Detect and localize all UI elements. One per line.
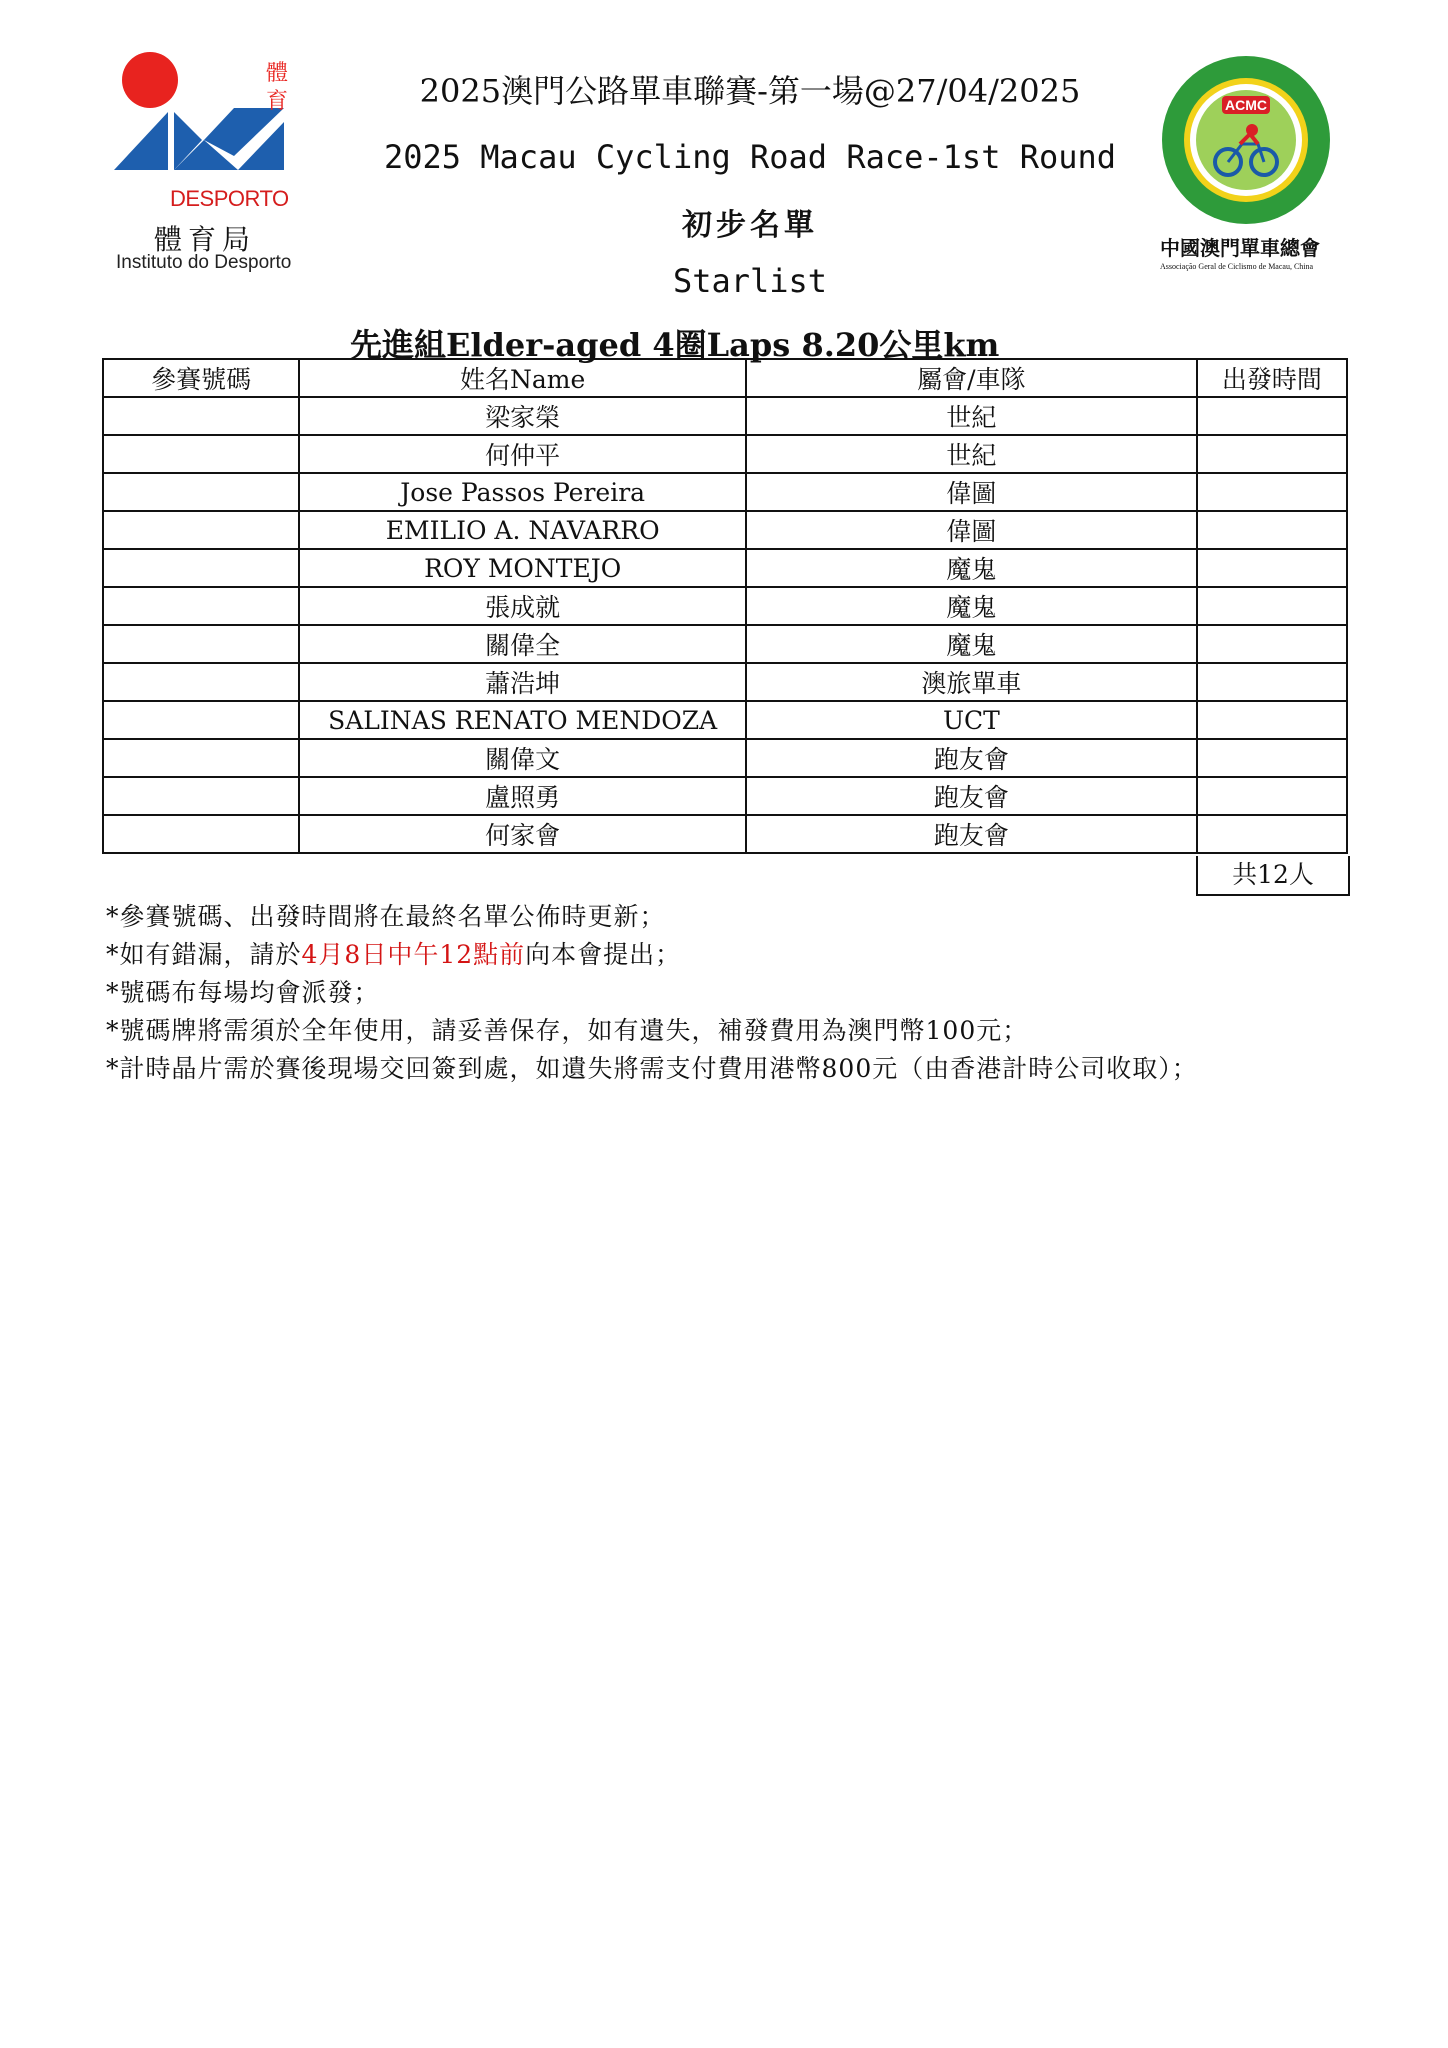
category-heading: 先進組Elder-aged 4圈Laps 8.20公里km bbox=[350, 326, 1000, 364]
name-cell: EMILIO A. NAVARRO bbox=[299, 511, 746, 549]
name-cell: 蕭浩坤 bbox=[299, 663, 746, 701]
time-cell bbox=[1197, 549, 1347, 587]
time-cell bbox=[1197, 815, 1347, 853]
team-cell: 跑友會 bbox=[746, 777, 1197, 815]
table-row bbox=[103, 587, 1347, 625]
page-title-en: 2025 Macau Cycling Road Race-1st Round bbox=[383, 138, 1117, 176]
name-cell: 盧照勇 bbox=[299, 777, 746, 815]
team-cell: 跑友會 bbox=[746, 739, 1197, 777]
name-cell: ROY MONTEJO bbox=[299, 549, 746, 587]
bib-cell bbox=[103, 435, 299, 473]
bib-cell bbox=[103, 739, 299, 777]
name-cell: 關偉文 bbox=[299, 739, 746, 777]
time-cell bbox=[1197, 701, 1347, 739]
table-row bbox=[103, 435, 1347, 473]
table-row bbox=[103, 397, 1347, 435]
table-header-row bbox=[103, 359, 1347, 397]
name-cell: 關偉全 bbox=[299, 625, 746, 663]
acmc-badge-text: ACMC bbox=[1225, 97, 1267, 113]
team-cell: 偉圖 bbox=[746, 511, 1197, 549]
bib-cell bbox=[103, 777, 299, 815]
time-cell bbox=[1197, 777, 1347, 815]
logo-brand-text: DESPORTO bbox=[170, 186, 289, 211]
bib-cell bbox=[103, 625, 299, 663]
note-2-prefix: *如有錯漏，請於 bbox=[106, 940, 302, 969]
note-1: *參賽號碼、出發時間將在最終名單公佈時更新； bbox=[106, 902, 666, 931]
table-row bbox=[103, 701, 1347, 739]
team-cell: 偉圖 bbox=[746, 473, 1197, 511]
name-cell: 何家會 bbox=[299, 815, 746, 853]
logo-name-pt: Instituto do Desporto bbox=[116, 252, 292, 273]
table-row bbox=[103, 777, 1347, 815]
time-cell bbox=[1197, 739, 1347, 777]
subtitle-en: Starlist bbox=[672, 262, 828, 300]
bib-cell bbox=[103, 587, 299, 625]
table-row bbox=[103, 663, 1347, 701]
table-row bbox=[103, 815, 1347, 853]
time-cell bbox=[1197, 625, 1347, 663]
startlist-table bbox=[102, 358, 1348, 854]
bib-cell bbox=[103, 663, 299, 701]
time-cell bbox=[1197, 397, 1347, 435]
logo-side-text: 體育 bbox=[266, 61, 289, 114]
time-cell bbox=[1197, 663, 1347, 701]
name-cell: SALINAS RENATO MENDOZA bbox=[299, 701, 746, 739]
table-row bbox=[103, 511, 1347, 549]
column-header-name: 姓名Name bbox=[299, 359, 746, 397]
acmc-name-zh: 中國澳門單車總會 bbox=[1160, 236, 1320, 260]
team-cell: UCT bbox=[746, 701, 1197, 739]
time-cell bbox=[1197, 435, 1347, 473]
name-cell: 梁家榮 bbox=[299, 397, 746, 435]
note-3: *號碼布每場均會派發； bbox=[106, 978, 380, 1007]
bib-cell bbox=[103, 549, 299, 587]
note-5: *計時晶片需於賽後現場交回簽到處，如遺失將需支付費用港幣800元（由香港計時公司收取）； bbox=[106, 1054, 1198, 1083]
team-cell: 魔鬼 bbox=[746, 549, 1197, 587]
table-row bbox=[103, 473, 1347, 511]
note-2-deadline: 4月8日中午12點前 bbox=[301, 940, 526, 969]
time-cell bbox=[1197, 587, 1347, 625]
name-cell: 何仲平 bbox=[299, 435, 746, 473]
team-cell: 魔鬼 bbox=[746, 625, 1197, 663]
instituto-do-desporto-logo bbox=[108, 52, 318, 282]
team-cell: 澳旅單車 bbox=[746, 663, 1197, 701]
time-cell bbox=[1197, 473, 1347, 511]
note-2-suffix: 向本會提出； bbox=[525, 940, 682, 969]
team-cell: 跑友會 bbox=[746, 815, 1197, 853]
bib-cell bbox=[103, 815, 299, 853]
table-row bbox=[103, 625, 1347, 663]
subtitle-zh: 初步名單 bbox=[682, 208, 818, 243]
team-cell: 世紀 bbox=[746, 435, 1197, 473]
column-header-team: 屬會/車隊 bbox=[746, 359, 1197, 397]
page-title-zh: 2025澳門公路單車聯賽-第一場@27/04/2025 bbox=[419, 72, 1081, 110]
bib-cell bbox=[103, 701, 299, 739]
table-row bbox=[103, 549, 1347, 587]
name-cell: 張成就 bbox=[299, 587, 746, 625]
note-4: *號碼牌將需須於全年使用，請妥善保存，如有遺失，補發費用為澳門幣100元； bbox=[106, 1016, 1029, 1045]
notes-section bbox=[106, 898, 1406, 1088]
name-cell: Jose Passos Pereira bbox=[299, 473, 746, 511]
time-cell bbox=[1197, 511, 1347, 549]
total-count: 共12人 bbox=[1196, 856, 1350, 896]
acmc-name-pt: Associação Geral de Ciclismo de Macau, China bbox=[1160, 262, 1314, 271]
column-header-time: 出發時間 bbox=[1197, 359, 1347, 397]
logo-name-zh: 體育局 bbox=[154, 223, 257, 256]
table-row bbox=[103, 739, 1347, 777]
team-cell: 魔鬼 bbox=[746, 587, 1197, 625]
bib-cell bbox=[103, 397, 299, 435]
note-2 bbox=[106, 936, 1406, 974]
bib-cell bbox=[103, 473, 299, 511]
team-cell: 世紀 bbox=[746, 397, 1197, 435]
column-header-bib: 參賽號碼 bbox=[103, 359, 299, 397]
bib-cell bbox=[103, 511, 299, 549]
